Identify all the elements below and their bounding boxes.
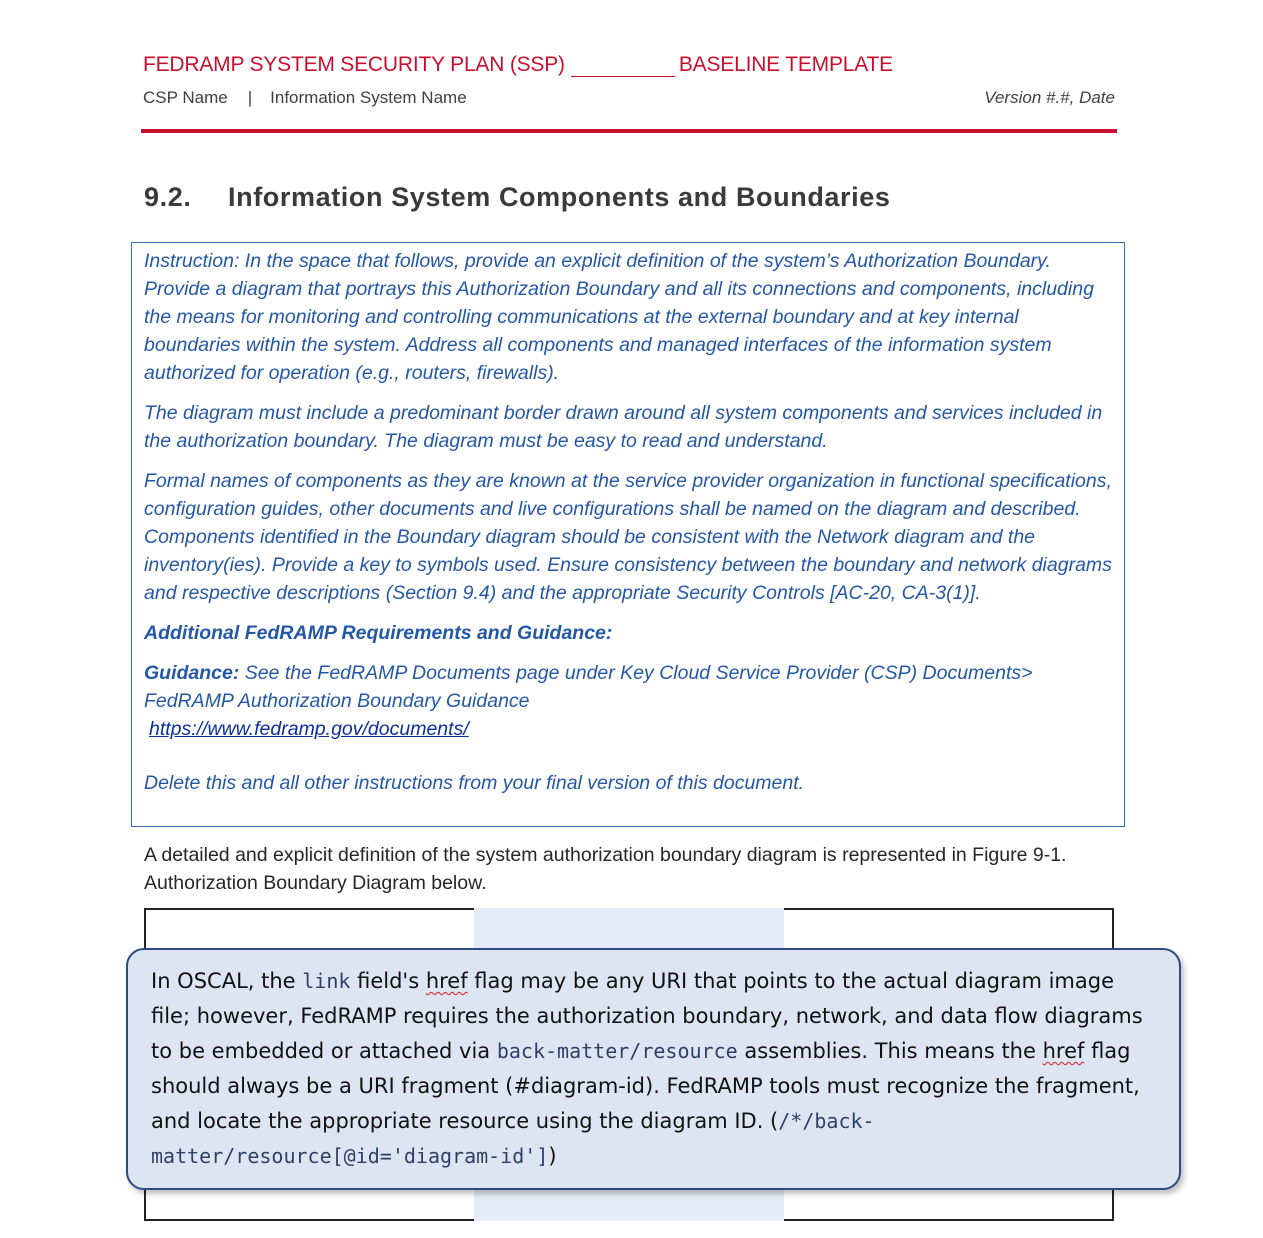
callout-code-link: link [302,969,351,993]
section-number: 9.2. [144,182,192,212]
delete-instructions-note: Delete this and all other instructions from your final version of this document. [144,772,805,794]
callout-text-6: ) [548,1144,557,1168]
instruction-paragraph-1: Instruction: In the space that follows, provide an explicit definition of the system’s Authorization Boundary. Provide a diagram that portrays this Authorization Boundary and all its connections and components, including the means for monitoring and controlling communications at the external boundary and at key internal boundaries within the system. Address all components and managed interfaces of the information system authorized for operation (e.g., routers, firewalls). [144,250,1094,384]
boundary-description-paragraph: A detailed and explicit definition of the system authorization boundary diagram is represented in Figure 9-1. Authorization Boundary Diagram below. [144,844,1067,894]
callout-text-5: flag should always be a URI fragment (#diagram-id). FedRAMP tools must recognize the fragment, and locate the appropriate resource using the diagram ID. ( [151,1039,1140,1133]
instruction-paragraph-3: Formal names of components as they are known at the service provider organization in functional specifications, configuration guides, other documents and live configurations shall be named on the diagram and described. Components identified in the Boundary diagram should be consistent with the Network diagram and the inventory(ies). Provide a key to symbols used. Ensure consistency between the boundary and network diagrams and respective descriptions (Section 9.4) and the appropriate Security Controls [AC-20, CA-3(1)]. [144,470,1112,604]
document-header-title [143,53,893,77]
header-title-left: FEDRAMP SYSTEM SECURITY PLAN (SSP) [143,53,565,76]
header-title-blank [571,58,675,77]
fedramp-documents-link[interactable]: https://www.fedramp.gov/documents/ [149,718,469,740]
csp-name: CSP Name [143,88,228,107]
section-heading [144,182,890,213]
callout-href-1: href [425,969,468,993]
callout-text-3: flag may be any URI that points to the actual diagram image file; however, FedRAMP requires the authorization boundary, network, and data flow diagrams to be embedded or attached via [151,969,1143,1063]
document-header-subtitle [143,88,467,108]
callout-code-back-matter: back-matter/resource [496,1039,738,1063]
callout-code-xpath: /*/back-matter/resource[@id='diagram-id'] [151,1109,875,1168]
instruction-paragraph-2: The diagram must include a predominant border drawn around all system components and services included in the authorization boundary. The diagram must be easy to read and understand. [144,402,1103,452]
system-name: Information System Name [270,88,467,107]
instruction-box [131,242,1125,827]
header-title-right: BASELINE TEMPLATE [678,53,893,76]
version-date: Version #.#, Date [984,88,1115,107]
additional-requirements-heading: Additional FedRAMP Requirements and Guidance: [144,622,613,644]
header-separator: | [247,88,253,107]
guidance-text: See the FedRAMP Documents page under Key Cloud Service Provider (CSP) Documents> FedRAMP Authorization Boundary Guidance [144,662,1033,712]
callout-text-2: field's [350,969,426,993]
guidance-label: Guidance: [144,662,240,684]
oscal-callout-note [126,948,1181,1190]
section-title: Information System Components and Boundaries [228,182,891,212]
callout-text-4: assemblies. This means the [737,1039,1043,1063]
callout-href-2: href [1042,1039,1085,1063]
callout-text-1: In OSCAL, the [151,969,303,993]
guidance-paragraph [144,659,1112,743]
header-divider [141,129,1117,133]
